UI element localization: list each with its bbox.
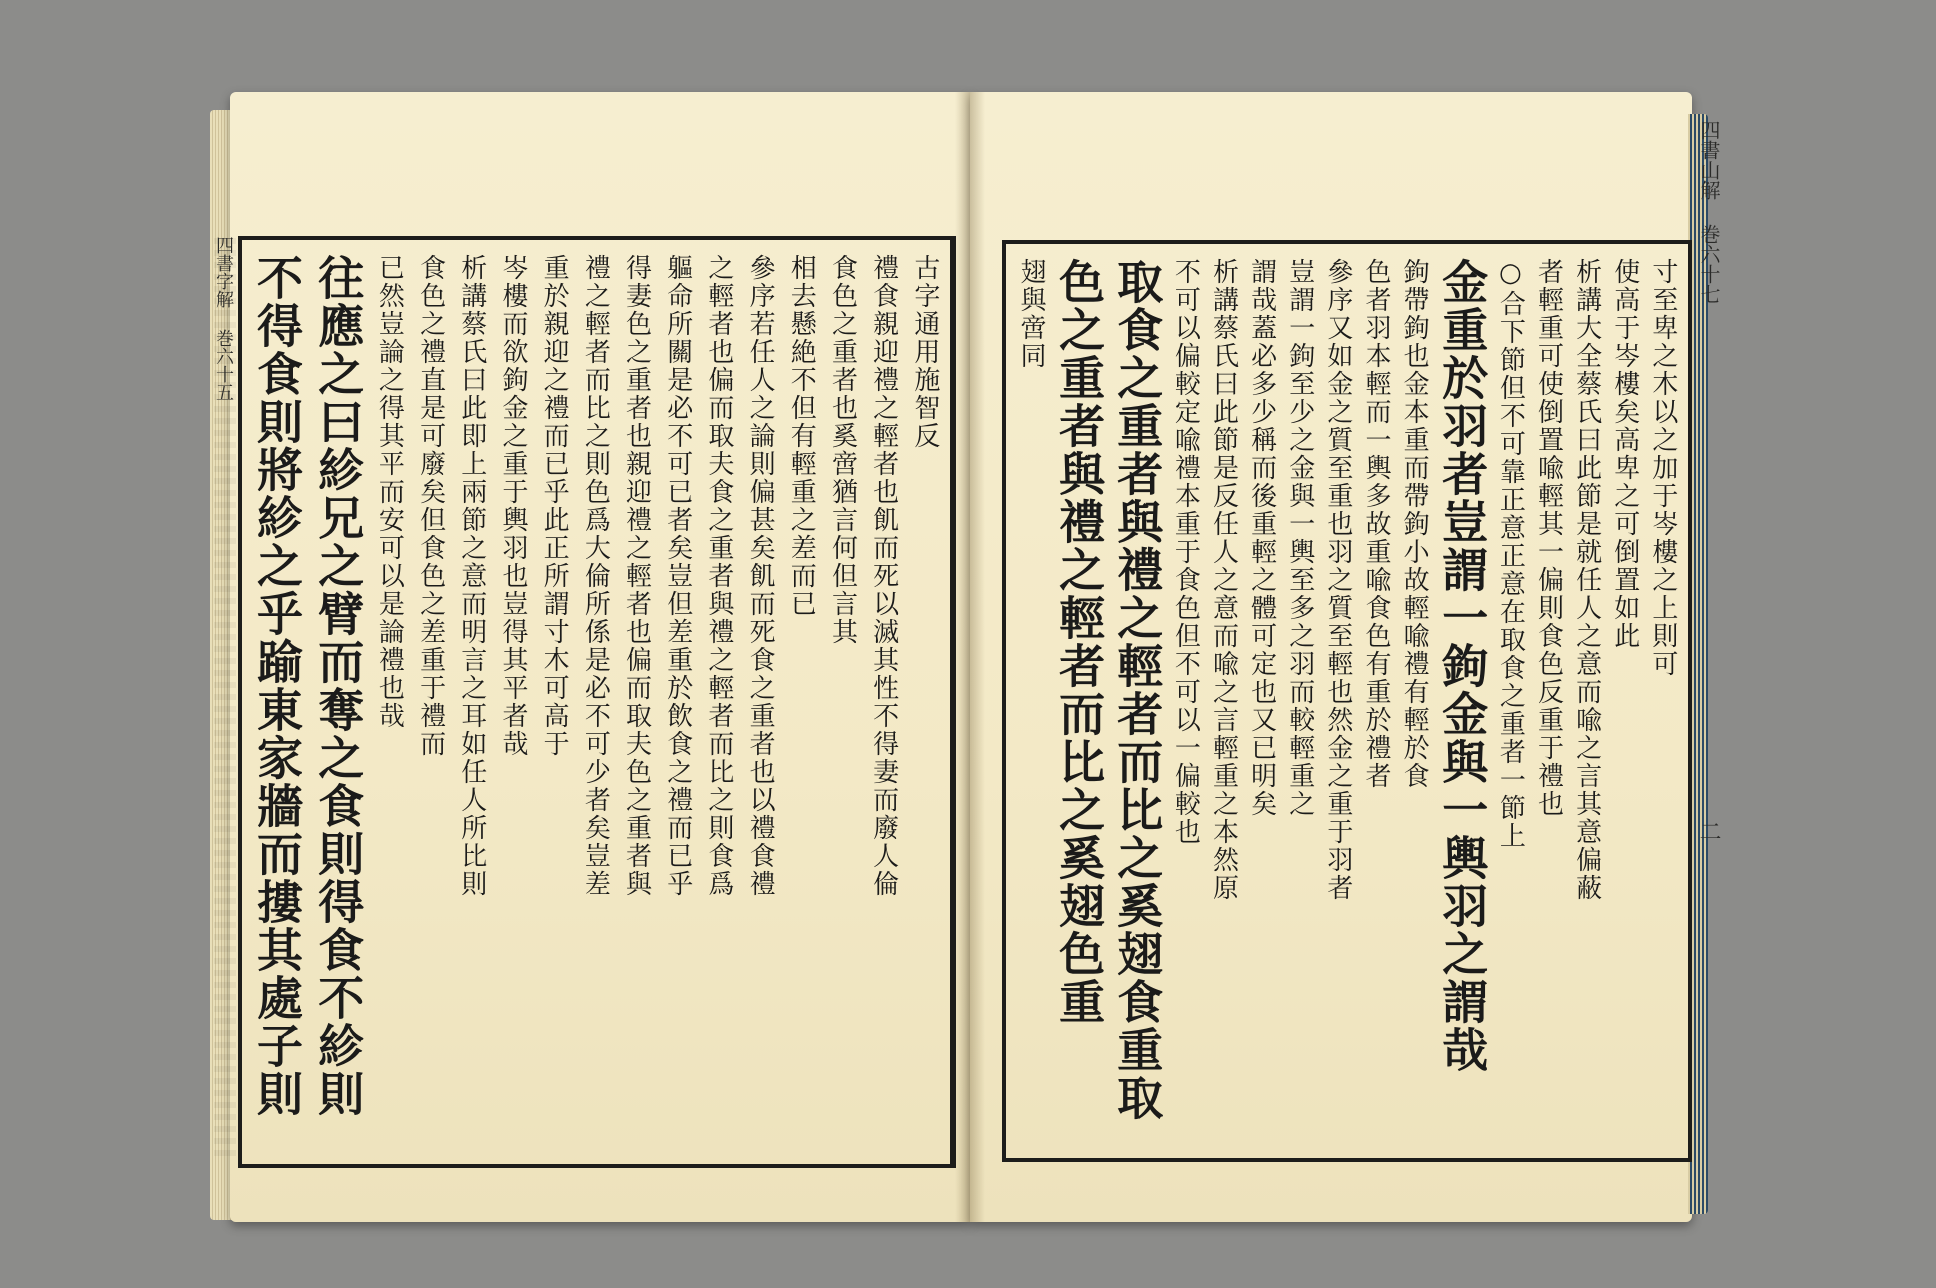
right-text-column: 色者羽本輕而一輿多故重喩食色有重於禮者 <box>1361 258 1391 790</box>
left-text-column: 食色之重者也奚啻猶言何但言其 <box>827 254 858 646</box>
left-page-text-frame <box>238 236 956 1168</box>
right-page-margin-title: 四書山解 巻六十七 <box>1697 120 1721 304</box>
right-text-column: 使高于岑樓矣高卑之可倒置如此 <box>1609 258 1640 650</box>
left-text-column: 相去懸絶不但有輕重之差而已 <box>786 254 817 618</box>
left-text-column: 軀命所關是必不可已者矣豈但差重於飲食之禮而已乎 <box>662 254 693 898</box>
left-text-column: 得妻色之重者也親迎禮之輕者也偏而取夫色之重者與 <box>621 254 652 898</box>
left-text-column: 岑樓而欲鉤金之重于輿羽也豈得其平者哉 <box>497 254 528 758</box>
left-text-column: 已然豈論之得其平而安可以是論禮也哉 <box>374 254 405 730</box>
right-text-column: 不可以偏較定喩禮本重于食色但不可以一偏較也 <box>1170 258 1201 846</box>
right-text-column: 謂哉蓋必多少稱而後重輕之體可定也又已明矣 <box>1246 258 1277 818</box>
right-page-columns <box>1018 258 1676 1144</box>
left-text-column: 不得食則將紾之乎踰東家牆而摟其處子則 <box>250 254 304 1118</box>
right-page-text-frame <box>1002 240 1692 1162</box>
left-text-column: 重於親迎之禮而已乎此正所謂寸木可高于 <box>539 254 570 758</box>
left-text-column: 禮之輕者而比之則色爲大倫所係是必不可少者矣豈差 <box>580 254 611 898</box>
left-text-column: 往應之曰紾兄之臂而奪之食則得食不紾則 <box>311 254 366 1118</box>
right-text-column: 金重於羽者豈謂一鉤金與一輿羽之謂哉 <box>1435 258 1490 1074</box>
right-text-column: 析講蔡氏曰此節是反任人之意而喩之言輕重之本然原 <box>1208 258 1239 902</box>
right-text-column: 取食之重者與禮之輕者而比之奚翅食重取 <box>1110 258 1165 1122</box>
right-text-column: 者輕重可使倒置喩輕其一偏則食色反重于禮也 <box>1533 258 1564 818</box>
right-text-column: 寸至卑之木以之加于岑樓之上則可 <box>1647 258 1678 678</box>
right-text-column: 析講大全蔡氏曰此節是就任人之意而喩之言其意偏蔽 <box>1571 258 1602 902</box>
book-gutter <box>955 92 985 1222</box>
right-page-number: 二 <box>1696 820 1721 842</box>
right-text-column: 翅與啻同 <box>1016 258 1046 370</box>
left-text-column: 之輕者也偏而取夫食之重者與禮之輕者而比之則食爲 <box>703 254 734 898</box>
left-page-spine-label: 四書字解 巻六十五 <box>214 236 236 1156</box>
left-text-column: 析講蔡氏曰此即上兩節之意而明言之耳如任人所比則 <box>456 254 487 898</box>
left-text-column: 古字通用施智反 <box>909 254 940 450</box>
right-text-column: 豈謂一鉤至少之金與一輿至多之羽而較輕重之 <box>1284 258 1315 818</box>
right-text-column: 鉤帶鉤也金本重而帶鉤小故輕喩禮有輕於食 <box>1399 258 1430 790</box>
left-text-column: 參序若任人之論則偏甚矣飢而死食之重者也以禮食禮 <box>745 254 776 898</box>
left-text-column: 禮食親迎禮之輕者也飢而死以滅其性不得妻而廢人倫 <box>868 254 899 898</box>
left-text-column: 食色之禮直是可廢矣但食色之差重于禮而 <box>415 254 446 758</box>
right-text-column: ○合下節但不可靠正意正意在取食之重者一節上 <box>1495 258 1526 850</box>
right-text-column: 參序又如金之質至重也羽之質至輕也然金之重于羽者 <box>1322 258 1353 902</box>
right-text-column: 色之重者與禮之輕者而比之奚翅色重 <box>1052 258 1107 1026</box>
left-page-columns <box>250 254 940 1150</box>
